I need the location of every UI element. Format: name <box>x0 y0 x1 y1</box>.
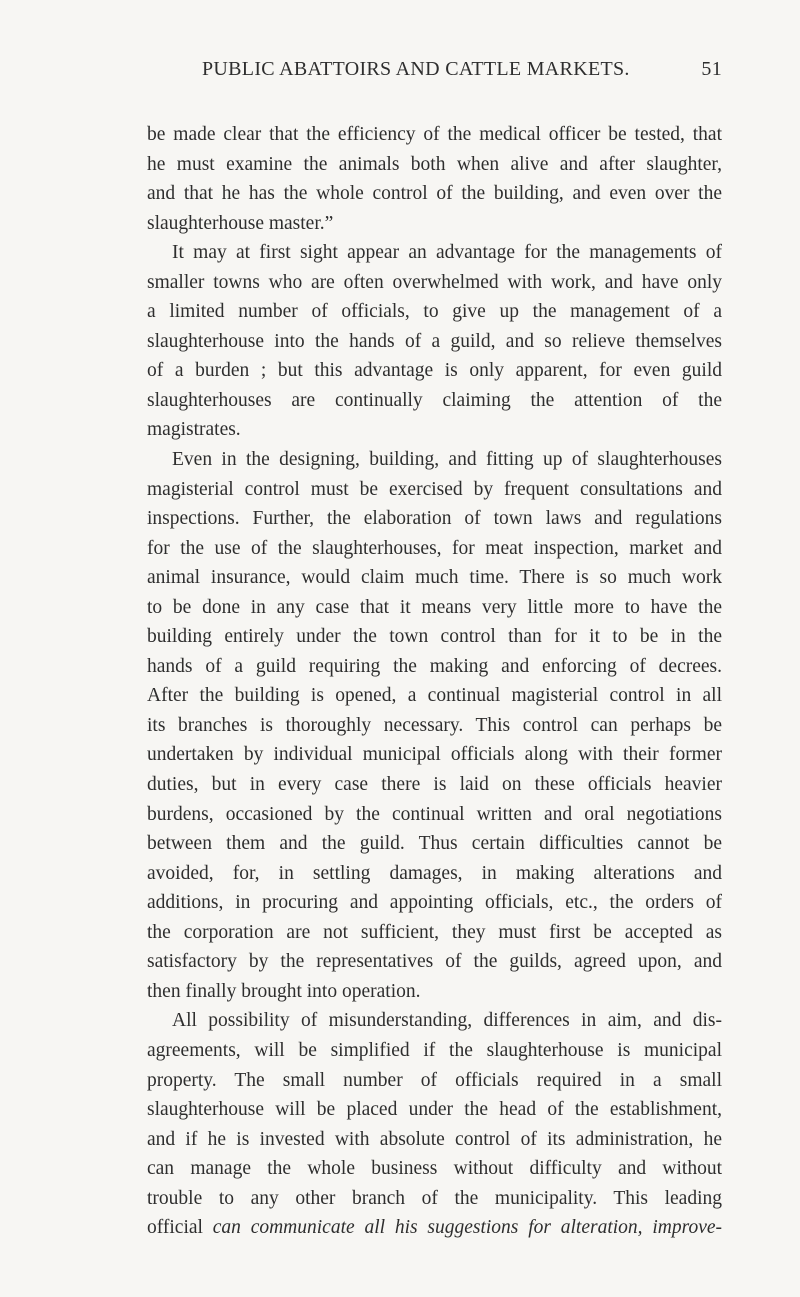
text-line: additions, in procuring and appointing officials, etc., the orders of <box>147 892 722 914</box>
text-line <box>147 1213 722 1243</box>
text-line: animal insurance, would claim much time. There is so much work <box>147 567 722 589</box>
text-line: After the building is opened, a continual magisterial control in all <box>147 685 722 707</box>
text-line: building entirely under the town control than for it to be in the <box>147 626 722 648</box>
text-line: hands of a guild requiring the making and enforcing of decrees. <box>147 655 722 677</box>
text-line: can manage the whole business without difficulty and without <box>147 1158 722 1180</box>
text-line: smaller towns who are often overwhelmed with work, and have only <box>147 271 722 293</box>
running-title: PUBLIC ABATTOIRS AND CATTLE MARKETS. <box>202 58 630 80</box>
text-line: Even in the designing, building, and fitting up of slaughterhouses <box>172 449 722 471</box>
text-line: avoided, for, in settling damages, in making alterations and <box>147 862 722 884</box>
text-line: and if he is invested with absolute control of its administration, he <box>147 1128 722 1150</box>
text-line: slaughterhouse into the hands of a guild, and so relieve themselves <box>147 330 722 352</box>
text-line: All possibility of misunderstanding, differences in aim, and dis- <box>172 1010 722 1032</box>
text-line: inspections. Further, the elaboration of town laws and regulations <box>147 508 722 530</box>
roman-text: official <box>147 1217 213 1239</box>
text-line: satisfactory by the representatives of the guilds, agreed upon, and <box>147 951 722 973</box>
text-line: slaughterhouses are continually claiming the attention of the <box>147 389 722 411</box>
text-line: of a burden ; but this advantage is only apparent, for even guild <box>147 360 722 382</box>
text-line: be made clear that the efficiency of the medical officer be tested, that <box>147 124 722 145</box>
text-line: undertaken by individual municipal officials along with their former <box>147 744 722 766</box>
text-line: a limited number of officials, to give up the management of a <box>147 301 722 323</box>
text-line: magisterial control must be exercised by frequent consultations and <box>147 478 722 500</box>
text-line: slaughterhouse master.” <box>147 212 334 234</box>
text-line: duties, but in every case there is laid on these officials heavier <box>147 774 722 796</box>
paragraph <box>147 238 722 445</box>
italic-text: can communicate all his suggestions for alteration, improve- <box>212 1217 722 1239</box>
text-line: property. The small number of officials required in a small <box>147 1069 722 1091</box>
page-number: 51 <box>701 58 722 80</box>
text-line: to be done in any case that it means very little more to have the <box>147 596 722 618</box>
text-line: between them and the guild. Thus certain difficulties cannot be <box>147 833 722 855</box>
running-header <box>147 58 722 84</box>
text-line: then finally brought into operation. <box>147 980 421 1002</box>
text-line: its branches is thoroughly necessary. This control can perhaps be <box>147 714 722 736</box>
text-line: the corporation are not sufficient, they must first be accepted as <box>147 921 722 943</box>
text-line: and that he has the whole control of the building, and even over the <box>147 183 722 205</box>
text-line: It may at first sight appear an advantage for the managements of <box>172 242 722 264</box>
text-line: burdens, occasioned by the continual written and oral negotiations <box>147 803 722 825</box>
text-line: slaughterhouse will be placed under the head of the establishment, <box>147 1099 722 1121</box>
text-line: for the use of the slaughterhouses, for meat inspection, market and <box>147 537 722 559</box>
paragraph <box>147 1006 722 1242</box>
body-text <box>147 120 722 1243</box>
text-line: agreements, will be simplified if the slaughterhouse is municipal <box>147 1039 722 1061</box>
paragraph <box>147 445 722 1006</box>
text-line: trouble to any other branch of the municipality. This leading <box>147 1187 722 1209</box>
text-line: he must examine the animals both when alive and after slaughter, <box>147 153 722 175</box>
paragraph <box>147 120 722 238</box>
text-line: magistrates. <box>147 419 241 441</box>
